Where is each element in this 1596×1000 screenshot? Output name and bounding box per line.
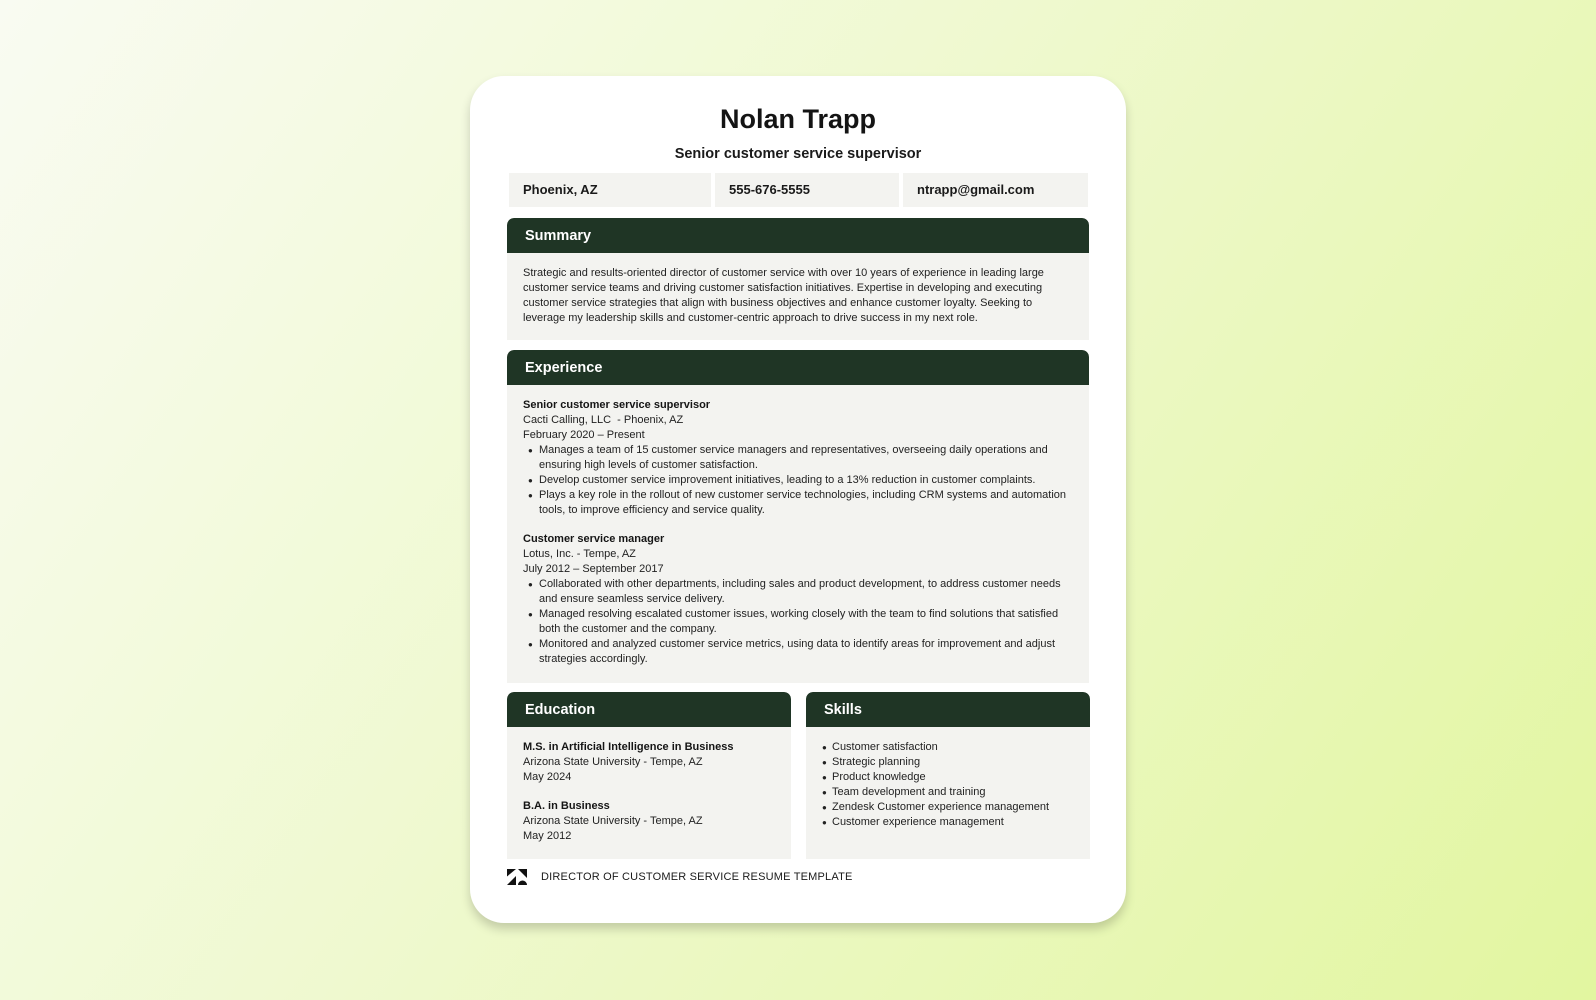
- job-company: Lotus, Inc. - Tempe, AZ: [523, 548, 636, 560]
- skill-item: ● Team development and training: [832, 785, 1074, 800]
- summary-text: Strategic and results-oriented director of customer service with over 10 years of experience in leading large customer service teams and driving customer satisfaction initiatives. Expertise in developing and executing customer service strategies that align with business objectives and enhance customer loyalty. Seeking to leverage my leadership skills and customer-centric approach to drive success in my next role.: [523, 267, 1044, 324]
- education-school: Arizona State University - Tempe, AZ: [523, 815, 703, 827]
- job-bullets: [523, 443, 1073, 518]
- skills-body: [806, 727, 1090, 830]
- education-date: May 2024: [523, 771, 572, 783]
- job-bullet: ● Manages a team of 15 customer service managers and representatives, overseeing daily operations and ensuring high levels of customer satisfaction.: [539, 443, 1073, 473]
- education-date: May 2012: [523, 830, 572, 842]
- skill-item: ● Strategic planning: [832, 755, 1074, 770]
- job-company: Cacti Calling, LLC - Phoenix, AZ: [523, 414, 684, 426]
- skill-item: ● Zendesk Customer experience management: [832, 800, 1074, 815]
- skill-item: ● Customer satisfaction: [832, 740, 1074, 755]
- job-bullets: [523, 577, 1073, 667]
- education-section: [507, 692, 791, 859]
- education-heading: Education: [507, 692, 791, 727]
- footer-text: DIRECTOR OF CUSTOMER SERVICE RESUME TEMPLATE: [541, 871, 853, 883]
- resume-card: [470, 76, 1126, 923]
- contact-email: ntrapp@gmail.com: [903, 173, 1088, 207]
- job-title: Senior customer service supervisor: [523, 399, 711, 411]
- experience-heading: Experience: [507, 350, 1089, 385]
- experience-body: [507, 385, 1089, 667]
- job-dates: February 2020 – Present: [523, 429, 645, 441]
- contact-phone: 555-676-5555: [715, 173, 899, 207]
- job-bullet: ● Monitored and analyzed customer service metrics, using data to identify areas for improvement and adjust strategies accordingly.: [539, 637, 1073, 667]
- summary-heading: Summary: [507, 218, 1089, 253]
- skill-item: ● Product knowledge: [832, 770, 1074, 785]
- job-bullet: ● Develop customer service improvement initiatives, leading to a 13% reduction in customer complaints.: [539, 473, 1073, 488]
- skills-heading: Skills: [806, 692, 1090, 727]
- education-entry: [523, 740, 775, 785]
- candidate-role: Senior customer service supervisor: [674, 146, 922, 162]
- zendesk-logo-icon: [507, 869, 527, 885]
- education-degree: B.A. in Business: [523, 800, 610, 812]
- candidate-name: Nolan Trapp: [719, 104, 876, 134]
- job-entry: [523, 532, 1073, 667]
- skill-item: ● Customer experience management: [832, 815, 1074, 830]
- job-dates: July 2012 – September 2017: [523, 563, 664, 575]
- education-body: [507, 727, 791, 844]
- summary-section: [507, 218, 1089, 340]
- education-school: Arizona State University - Tempe, AZ: [523, 756, 703, 768]
- skills-list: [822, 740, 1074, 830]
- education-entry: [523, 799, 775, 844]
- skills-section: [806, 692, 1090, 859]
- experience-section: [507, 350, 1089, 683]
- job-bullet: ● Plays a key role in the rollout of new customer service technologies, including CRM systems and automation tools, to improve efficiency and service quality.: [539, 488, 1073, 518]
- education-degree: M.S. in Artificial Intelligence in Business: [523, 741, 734, 753]
- job-title: Customer service manager: [523, 533, 665, 545]
- contact-city: Phoenix, AZ: [509, 173, 711, 207]
- job-bullet: ● Managed resolving escalated customer issues, working closely with the team to find solutions that satisfied both the customer and the company.: [539, 607, 1073, 637]
- job-bullet: ● Collaborated with other departments, including sales and product development, to address customer needs and ensure seamless service delivery.: [539, 577, 1073, 607]
- footer: [507, 867, 853, 887]
- job-entry: [523, 398, 1073, 518]
